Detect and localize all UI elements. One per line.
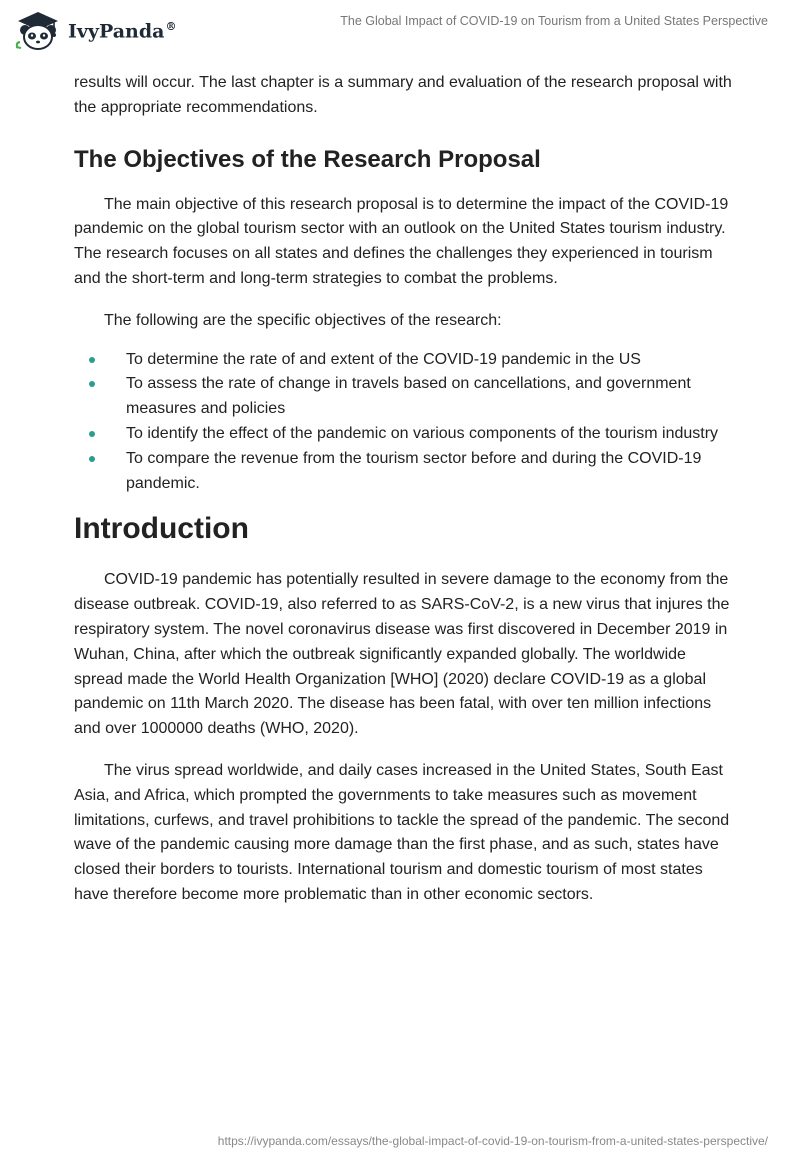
bullet-dot-icon: [89, 431, 95, 437]
introduction-heading: Introduction: [74, 512, 249, 546]
introduction-paragraph-1: COVID-19 pandemic has potentially resulted in severe damage to the economy from the disease outbreak. COVID-19, also referred to as SARS-CoV-2, is a new virus that injures the respiratory system. The novel coronavirus disease was first discovered in December 2019 in Wuhan, China, after which the outbreak significantly expanded globally. The worldwide spread made the World Health Organization [WHO] (2020) declare COVID-19 as a global pandemic on 11th March 2020. The disease has been fatal, with over ten million infections and over 1000000 deaths (WHO, 2020).: [74, 571, 730, 738]
objectives-paragraph-2: The following are the specific objectives of the research:: [104, 311, 502, 329]
list-item: To assess the rate of change in travels based on cancellations, and government measures and policies: [74, 372, 734, 422]
objectives-heading: The Objectives of the Research Proposal: [74, 145, 541, 173]
intro-tail-paragraph: results will occur. The last chapter is a summary and evaluation of the research proposal with the appropriate recommendations.: [74, 74, 732, 116]
document-title: The Global Impact of COVID-19 on Tourism from a United States Perspective: [340, 14, 768, 28]
brand-name: IvyPanda®: [68, 19, 177, 43]
list-item: To compare the revenue from the tourism sector before and during the COVID-19 pandemic.: [74, 447, 734, 497]
bullet-dot-icon: [89, 357, 95, 363]
list-item: To determine the rate of and extent of the COVID-19 pandemic in the US: [74, 348, 734, 373]
source-url[interactable]: https://ivypanda.com/essays/the-global-impact-of-covid-19-on-tourism-from-a-united-states-perspective/: [217, 1134, 768, 1148]
introduction-paragraph-2: The virus spread worldwide, and daily cases increased in the United States, South East Asia, and Africa, which prompted the governments to take measures such as movement limitations, curfews, and travel prohibitions to tackle the spread of the pandemic. The second wave of the pandemic causing more damage than the first phase, and as such, states have closed their borders to tourists. International tourism and domestic tourism of most states have therefore become more problematic than in other economic sectors.: [74, 761, 730, 903]
page-header: [0, 0, 800, 64]
list-item: To identify the effect of the pandemic on various components of the tourism industry: [74, 422, 734, 447]
brand-logo[interactable]: [14, 8, 176, 52]
bullet-dot-icon: [89, 381, 95, 387]
bullet-dot-icon: [89, 456, 95, 462]
panda-graduation-cap-icon: [14, 8, 62, 52]
essay-content: [74, 71, 734, 908]
objectives-list: [74, 348, 734, 497]
objectives-paragraph-1: The main objective of this research proposal is to determine the impact of the COVID-19 pandemic on the global tourism sector with an outlook on the United States tourism industry. The research focuses on all states and defines the challenges they experienced in tourism and the short-term and long-term strategies to combat the problems.: [74, 195, 729, 287]
